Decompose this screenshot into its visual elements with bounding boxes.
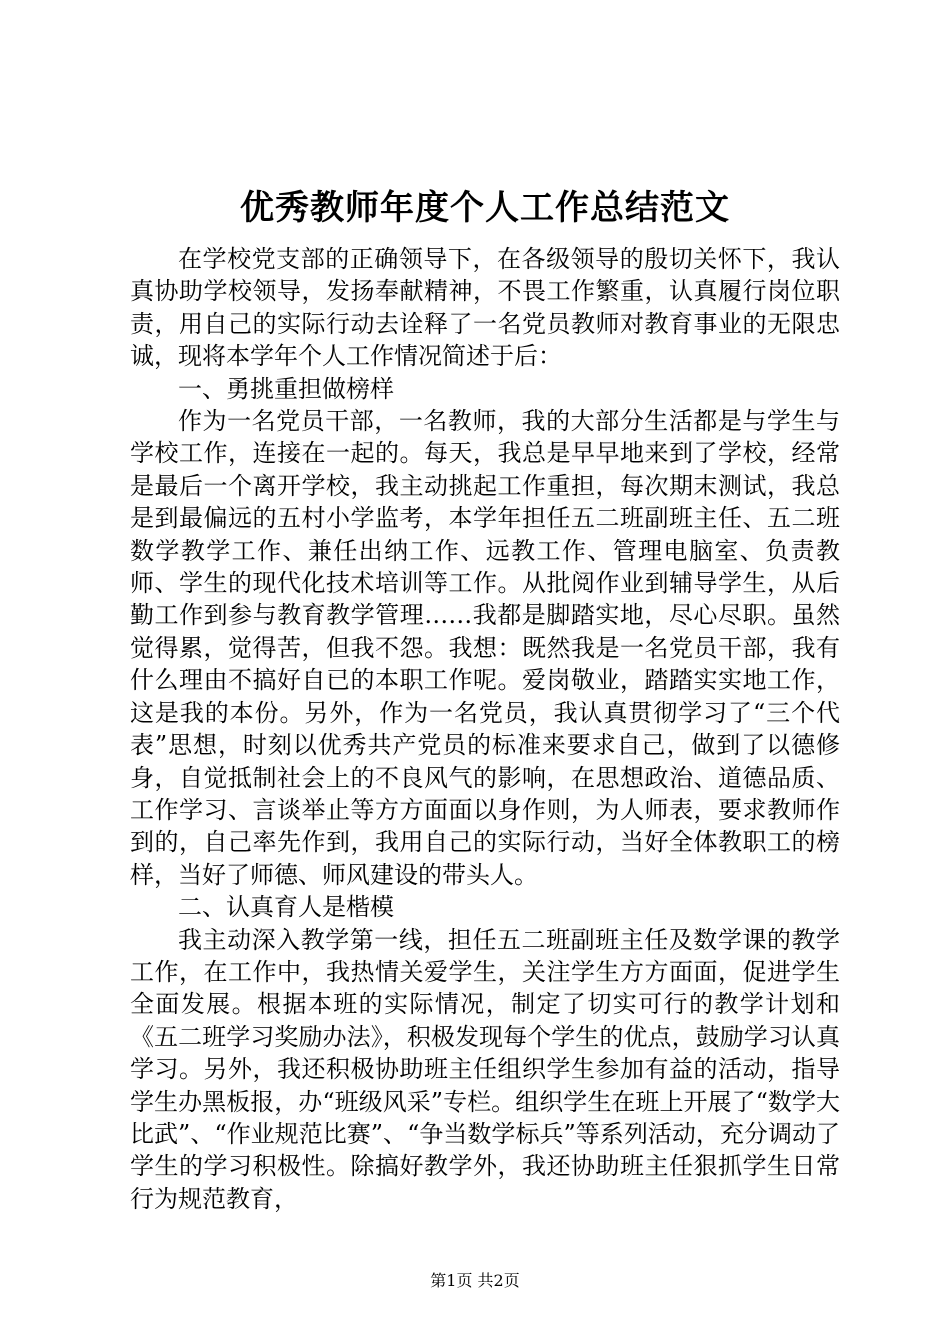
section-heading-1: 一、勇挑重担做榜样 (178, 374, 394, 403)
section-1-paragraph: 作为一名党员干部，一名教师，我的大部分生活都是与学生与学校工作，连接在一起的。每天，我总是早早地来到了学校，经常是最后一个离开学校，我主动挑起工作重担，每次期末测试，我总是到最偏远的五村小学监考，本学年担任五二班副班主任、五二班数学教学工作、兼任出纳工作、远教工作、管理电脑室、负责教师、学生的现代化技术培训等工作。从批阅作业到辅导学生，从后勤工作到参与教育教学管理……我都是脚踏实地，尽心尽职。虽然觉得累，觉得苦，但我不怨。我想：既然我是一名党员干部，我有什么理由不搞好自已的本职工作呢。爱岗敬业，踏踏实实地工作，这是我的本份。另外，作为一名党员，我认真贯彻学习了“三个代表”思想，时刻以优秀共产党员的标准来要求自己，做到了以德修身，自觉抵制社会上的不良风气的影响，在思想政治、道德品质、工作学习、言谈举止等方方面面以身作则，为人师表，要求教师作到的，自己率先作到，我用自己的实际行动，当好全体教职工的榜样，当好了师德、师风建设的带头人。 (130, 407, 840, 889)
section-2-paragraph: 我主动深入教学第一线，担任五二班副班主任及数学课的教学工作，在工作中，我热情关爱学生，关注学生方方面面，促进学生全面发展。根据本班的实际情况，制定了切实可行的教学计划和《五二班学习奖励办法》，积极发现每个学生的优点，鼓励学习认真学习。另外，我还积极协助班主任组织学生参加有益的活动，指导学生办黑板报，办“班级风采”专栏。组织学生在班上开展了“数学大比武”、“作业规范比赛”、“争当数学标兵”等系列活动，充分调动了学生的学习积极性。除搞好教学外，我还协助班主任狠抓学生日常行为规范教育， (130, 925, 840, 1213)
intro-paragraph: 在学校党支部的正确领导下，在各级领导的殷切关怀下，我认真协助学校领导，发扬奉献精神，不畏工作繁重，认真履行岗位职责，用自己的实际行动去诠释了一名党员教师对教育事业的无限忠诚，现将本学年个人工作情况简述于后： (130, 245, 840, 371)
document-page (130, 180, 840, 1215)
section-heading-2: 二、认真育人是楷模 (178, 893, 394, 922)
page-footer: 第1页 共2页 (430, 1271, 520, 1290)
document-title: 优秀教师年度个人工作总结范文 (240, 188, 730, 228)
